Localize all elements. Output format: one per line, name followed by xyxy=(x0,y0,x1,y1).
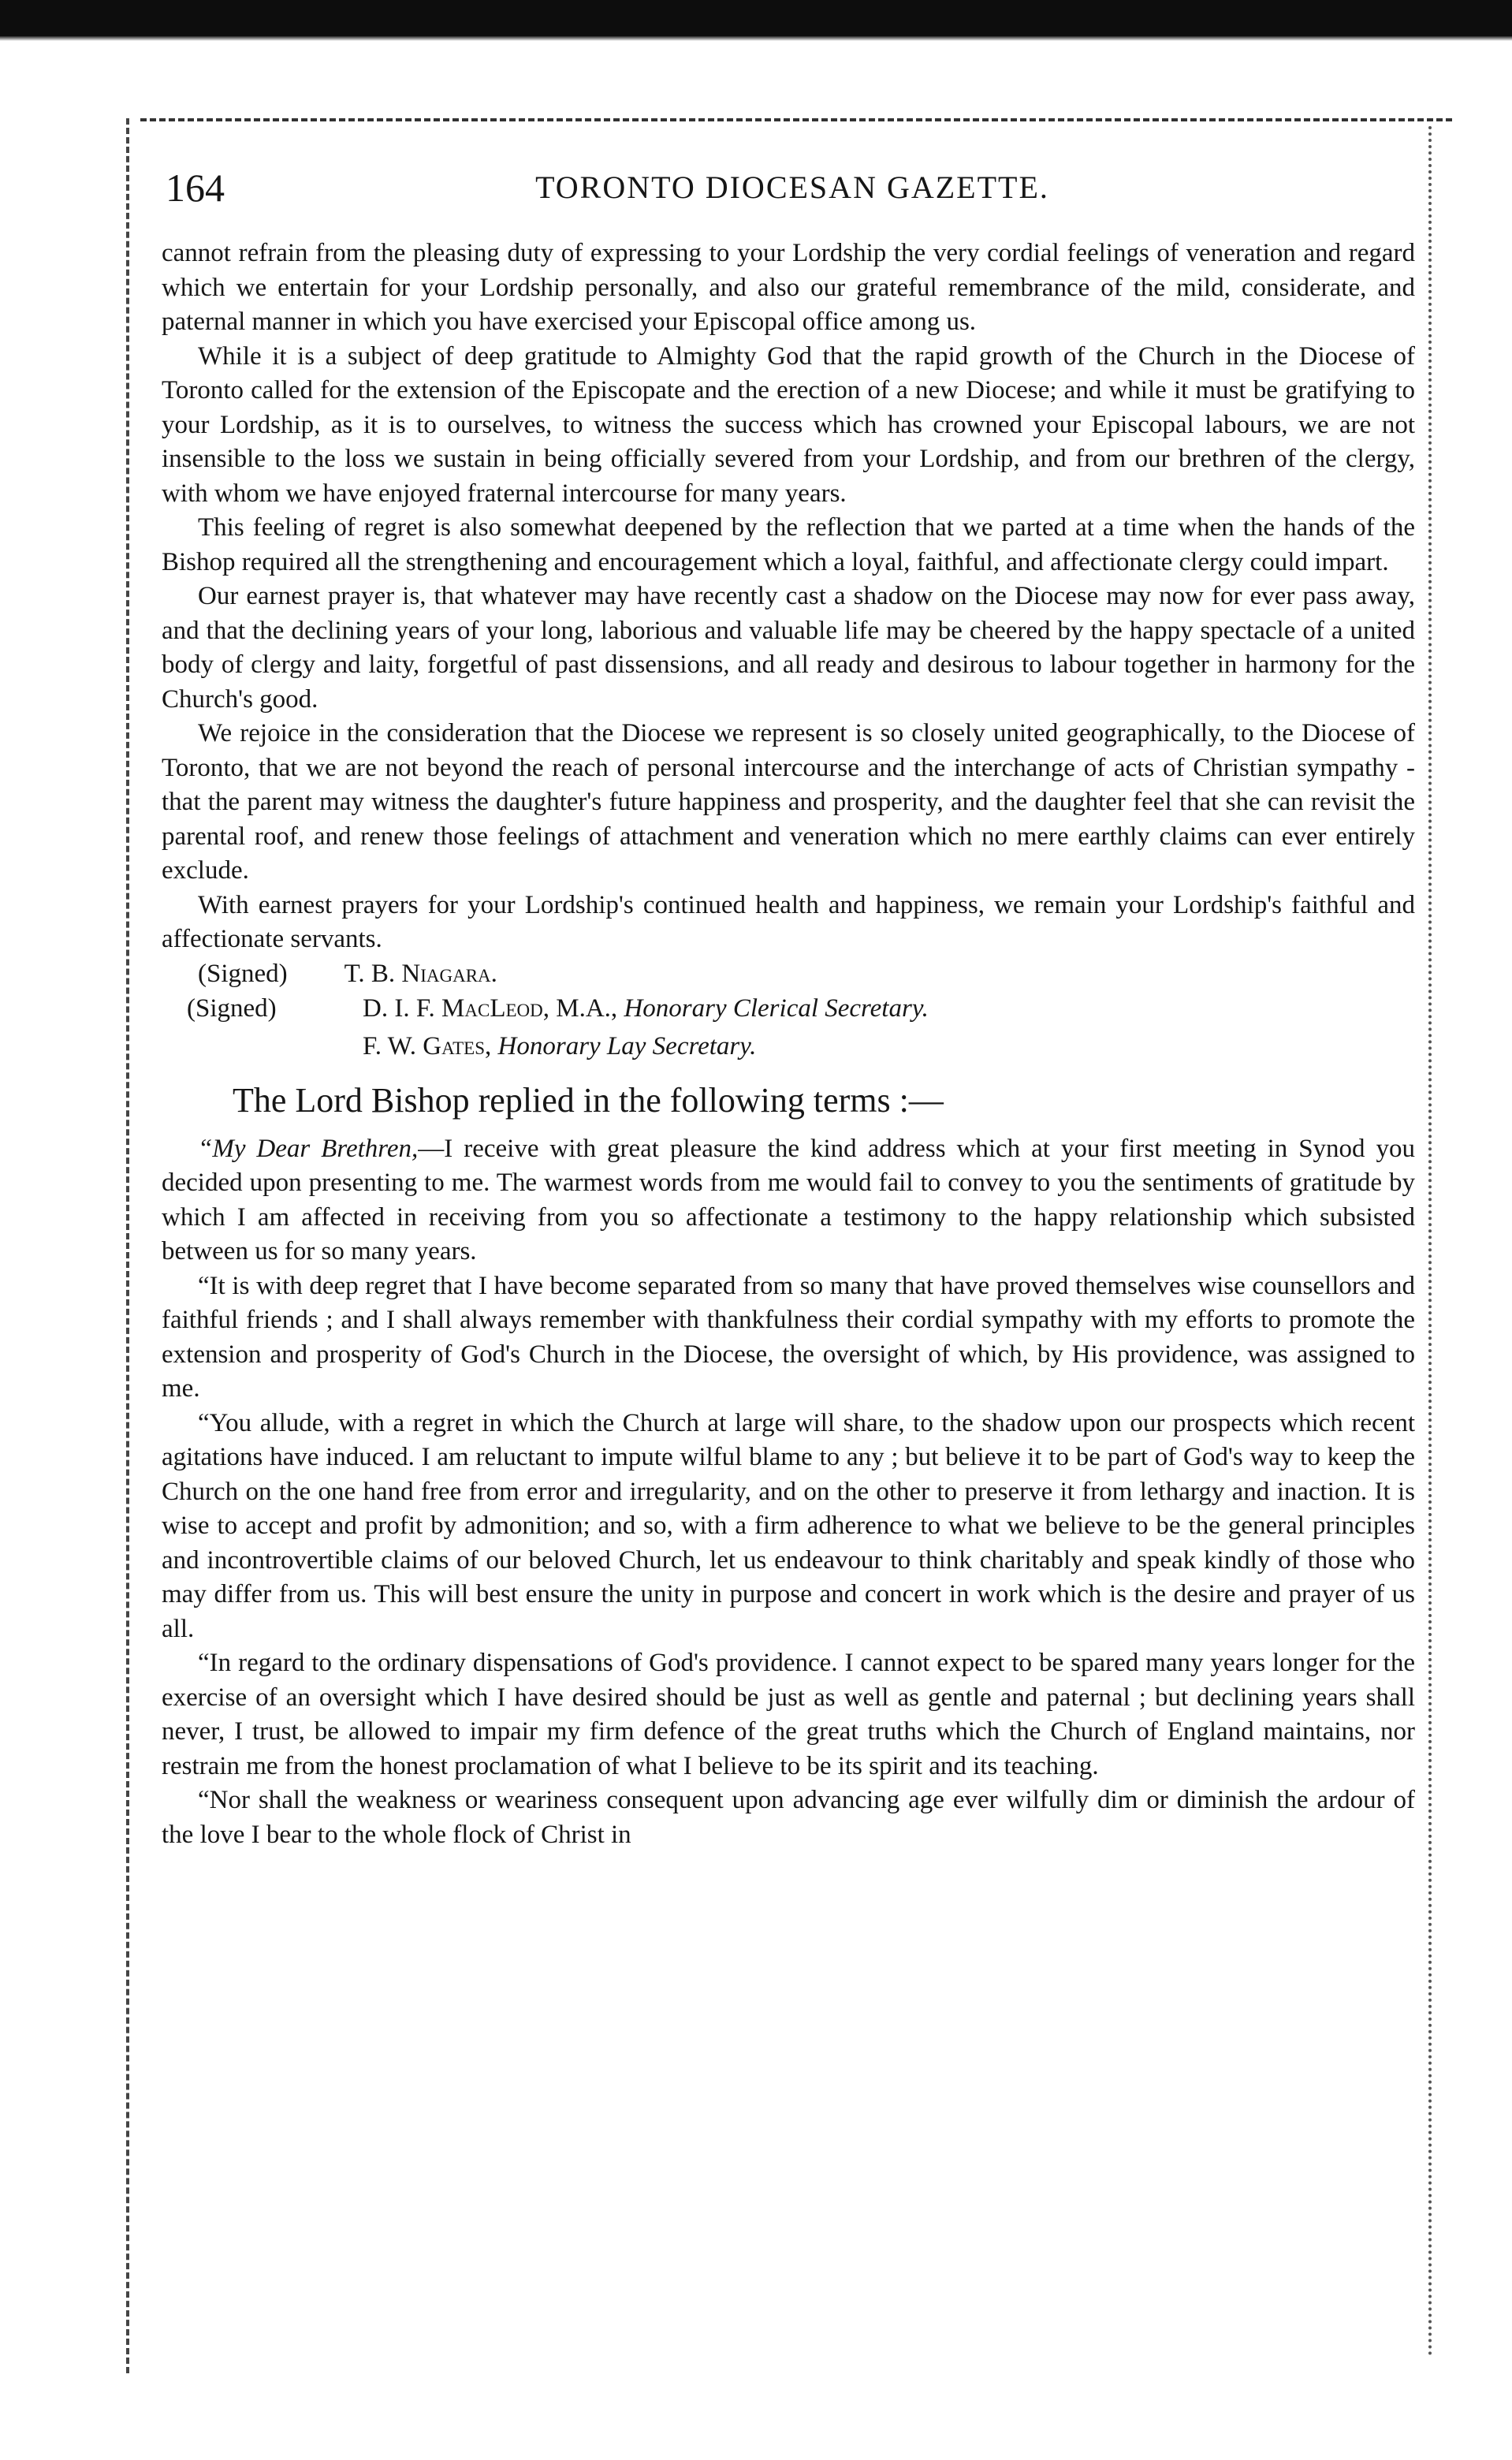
reply-heading: The Lord Bishop replied in the following terms :— xyxy=(233,1080,944,1120)
page-header xyxy=(166,164,1419,211)
signed-label-2: (Signed) xyxy=(187,993,277,1023)
clerical-secretary-line xyxy=(363,992,929,1027)
running-title: TORONTO DIOCESAN GAZETTE. xyxy=(535,170,1049,205)
lay-secretary-name: F. W. Gates, xyxy=(363,1031,492,1060)
clerical-secretary-name: D. I. F. MacLeod, M.A., xyxy=(363,993,618,1023)
reply-paragraph-3: “You allude, with a regret in which the Church at large will share, to the shadow upon our prospects which recent agitations have induced. I am reluctant to impute wilful blame to any ; but believe it to be part of God's way to keep the Church on the one hand free from error and irregularity, and on the other to preserve it from lethargy and inaction. It is wise to accept and profit by admonition; and so, with a firm adherence to what we believe to be the general principles and incontrovertible claims of our beloved Church, let us endeavour to think charitably and speak kindly of those who may differ from us. This will best ensure the unity in purpose and concert in work which is the desire and prayer of us all. xyxy=(162,1408,1415,1643)
reply-paragraph-1-text: —I receive with great pleasure the kind address which at your first meeting in Synod you decided upon presenting to me. The warmest words from me would fail to convey to you the sentiments of gratitude by which I am affected in receiving from you so affectionate a testimony to the happy relationship which subsisted between us for so many years. xyxy=(162,1134,1415,1265)
header-dashed-rule xyxy=(140,118,1452,121)
reply-salutation: “My Dear Brethren, xyxy=(198,1134,419,1163)
top-border-shadow xyxy=(0,36,1512,41)
address-paragraph-2: While it is a subject of deep gratitude to Almighty God that the rapid growth of the Church in the Diocese of Toronto called for the extension of the Episcopate and the erection of a new Diocese; and while it must be gratifying to your Lordship, as it is to ourselves, to witness the success which has crowned your Episcopal labours, we are not insensible to the loss we sustain in being officially severed from your Lordship, and from our brethren of the clergy, with whom we have enjoyed fraternal intercourse for many years. xyxy=(162,341,1415,508)
top-black-border xyxy=(0,0,1512,36)
reply-paragraph-4: “In regard to the ordinary dispensations of God's providence. I cannot expect to be spared many years longer for the exercise of an oversight which I have desired should be just as well as gentle and paternal ; but declining years shall never, I trust, be allowed to impair my firm defence of the great truths which the Church of England maintains, nor restrain me from the honest proclamation of what I believe to be its spirit and its teaching. xyxy=(162,1649,1415,1780)
right-margin-rule xyxy=(1428,126,1432,2358)
address-paragraph-4: Our earnest prayer is, that whatever may have recently cast a shadow on the Diocese may now for ever pass away, and that the declining years of your long, laborious and valuable life may be cheered by the happy spectacle of a united body of clergy and laity, forgetful of past dissensions, and all ready and desirous to labour together in harmony for the Church's good. xyxy=(162,582,1415,714)
address-paragraph-1: cannot refrain from the pleasing duty of expressing to your Lordship the very cordial feelings of veneration and regard which we entertain for your Lordship personally, and also our grateful remembrance of the mild, considerate, and paternal manner in which you have exercised your Episcopal office among us. xyxy=(162,239,1415,336)
left-margin-rule xyxy=(126,118,129,2373)
lay-secretary-line xyxy=(363,1030,756,1064)
bishop-signature xyxy=(162,957,1415,992)
bishop-signature-name: T. B. Niagara. xyxy=(344,959,497,988)
article-body xyxy=(162,237,1415,1852)
address-paragraph-3: This feeling of regret is also somewhat deepened by the reflection that we parted at a time when the hands of the Bishop required all the strengthening and encouragement which a loyal, faithful, and affectionate clergy could impart. xyxy=(162,513,1415,576)
signed-label: (Signed) xyxy=(198,959,288,988)
lay-secretary-title: Honorary Lay Secretary. xyxy=(497,1031,757,1060)
reply-paragraph-1 xyxy=(162,1132,1415,1269)
clerical-secretary-title: Honorary Clerical Secretary. xyxy=(624,993,929,1023)
address-paragraph-6: With earnest prayers for your Lordship's continued health and happiness, we remain your Lordship's faithful and affectionate servants. xyxy=(162,890,1415,953)
page-number: 164 xyxy=(166,166,225,210)
secretaries-signatures xyxy=(162,992,1415,1068)
reply-paragraph-2: “It is with deep regret that I have become separated from so many that have proved themselves wise counsellors and faithful friends ; and I shall always remember with thankfulness their cordial sympathy with my efforts to promote the extension and prosperity of God's Church in the Diocese, the oversight of which, by His providence, was assigned to me. xyxy=(162,1271,1415,1403)
reply-paragraph-5: “Nor shall the weakness or weariness consequent upon advancing age ever wilfully dim or diminish the ardour of the love I bear to the whole flock of Christ in xyxy=(162,1786,1415,1849)
address-paragraph-5: We rejoice in the consideration that the Diocese we represent is so closely united geographically, to the Diocese of Toronto, that we are not beyond the reach of personal intercourse and the interchange of acts of Christian sympathy - that the parent may witness the daughter's future happiness and prosperity, and the daughter feel that she can revisit the parental roof, and renew those feelings of attachment and veneration which no mere earthly claims can ever entirely exclude. xyxy=(162,719,1415,885)
